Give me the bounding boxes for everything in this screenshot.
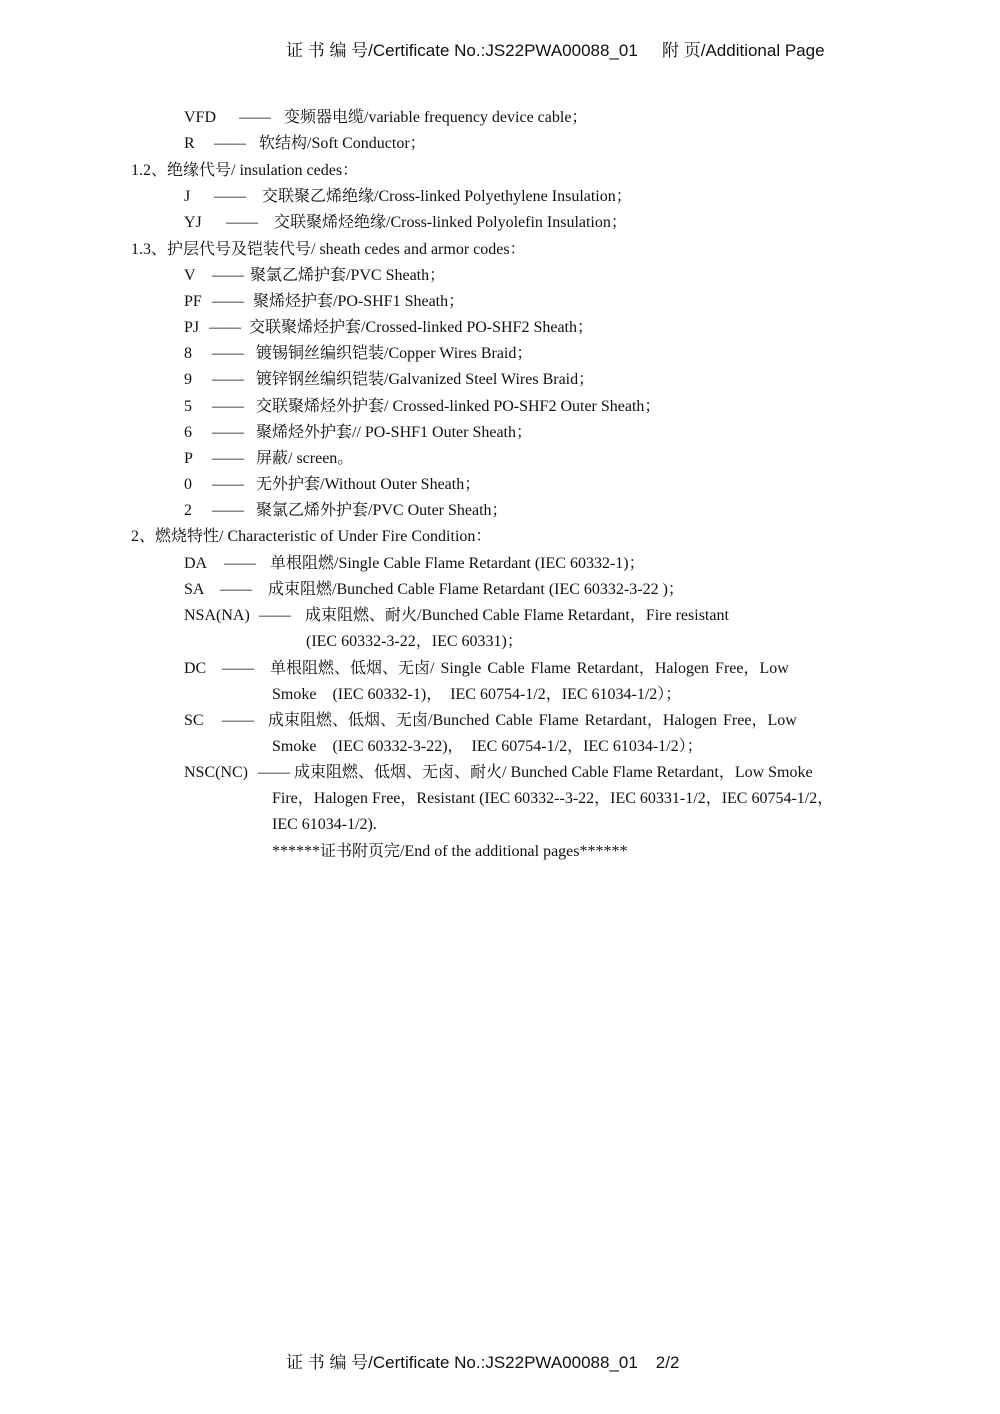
fire-code-line-dc-cont: Smoke (IEC 60332-1)， IEC 60754-1/2，IEC 61034-1/2）； bbox=[272, 686, 682, 703]
fire-code-line-nsa: NSA(NA) —— 成束阻燃、耐火/Bunched Cable Flame Retardant，Fire resistant bbox=[184, 607, 729, 624]
page-number: 2/2 bbox=[655, 1353, 680, 1372]
fire-code-line-sc-cont: Smoke (IEC 60332-3-22)， IEC 60754-1/2，IEC 61034-1/2）； bbox=[272, 738, 703, 755]
code-line-9: 9 —— 镀锌钢丝编织铠装/Galvanized Steel Wires Braid； bbox=[184, 371, 595, 388]
code-line-yj: YJ —— 交联聚烯烃绝缘/Cross-linked Polyolefin Insulation； bbox=[184, 214, 627, 231]
code-line-r: R —— 软结构/Soft Conductor； bbox=[184, 135, 426, 152]
code-line-5: 5 —— 交联聚烯烃外护套/ Crossed-linked PO-SHF2 Outer Sheath； bbox=[184, 398, 661, 415]
fire-code-line-nsa-cont: (IEC 60332-3-22，IEC 60331)； bbox=[306, 633, 523, 650]
end-of-additional-pages: ******证书附页完/End of the additional pages****** bbox=[272, 843, 628, 860]
fire-code-line-sc: SC —— 成束阻燃、低烟、无卤/Bunched Cable Flame Retardant，Halogen Free，Low bbox=[184, 712, 797, 729]
header-additional-page: 附 页/Additional Page bbox=[662, 41, 825, 60]
code-line-vfd: VFD —— 变频器电缆/variable frequency device cable； bbox=[184, 109, 588, 126]
fire-code-line-nsc-cont-1: Fire，Halogen Free，Resistant (IEC 60332--3-22，IEC 60331-1/2，IEC 60754-1/2， bbox=[272, 790, 834, 807]
page-footer bbox=[286, 1348, 686, 1373]
code-line-p: P —— 屏蔽/ screen。 bbox=[184, 450, 354, 467]
code-line-6: 6 —— 聚烯烃外护套// PO-SHF1 Outer Sheath； bbox=[184, 424, 533, 441]
code-line-j: J —— 交联聚乙烯绝缘/Cross-linked Polyethylene Insulation； bbox=[184, 188, 632, 205]
section-heading-2: 2、燃烧特性/ Characteristic of Under Fire Condition： bbox=[131, 528, 492, 545]
fire-code-line-sa: SA —— 成束阻燃/Bunched Cable Flame Retardant (IEC 60332-3-22 )； bbox=[184, 581, 684, 598]
code-line-0: 0 —— 无外护套/Without Outer Sheath； bbox=[184, 476, 481, 493]
code-line-v: V —— 聚氯乙烯护套/PVC Sheath； bbox=[184, 267, 446, 284]
code-line-pf: PF —— 聚烯烃护套/PO-SHF1 Sheath； bbox=[184, 293, 465, 310]
fire-code-line-da: DA —— 单根阻燃/Single Cable Flame Retardant (IEC 60332-1)； bbox=[184, 555, 645, 572]
fire-code-line-dc: DC —— 单根阻燃、低烟、无卤/ Single Cable Flame Retardant，Halogen Free，Low bbox=[184, 660, 789, 677]
code-line-2: 2 —— 聚氯乙烯外护套/PVC Outer Sheath； bbox=[184, 502, 508, 519]
code-line-pj: PJ —— 交联聚烯烃护套/Crossed-linked PO-SHF2 Sheath； bbox=[184, 319, 594, 336]
fire-code-line-nsc: NSC(NC) —— 成束阻燃、低烟、无卤、耐火/ Bunched Cable Flame Retardant，Low Smoke bbox=[184, 764, 813, 781]
section-heading-1-3: 1.3、护层代号及铠装代号/ sheath cedes and armor codes： bbox=[131, 241, 526, 258]
section-heading-1-2: 1.2、绝缘代号/ insulation cedes： bbox=[131, 162, 359, 179]
footer-certificate-no: 证 书 编 号/Certificate No.:JS22PWA00088_01 bbox=[286, 1353, 638, 1372]
fire-code-line-nsc-cont-2: IEC 61034-1/2). bbox=[272, 816, 377, 833]
code-line-8: 8 —— 镀锡铜丝编织铠装/Copper Wires Braid； bbox=[184, 345, 533, 362]
header-certificate-no: 证 书 编 号/Certificate No.:JS22PWA00088_01 bbox=[286, 41, 638, 60]
